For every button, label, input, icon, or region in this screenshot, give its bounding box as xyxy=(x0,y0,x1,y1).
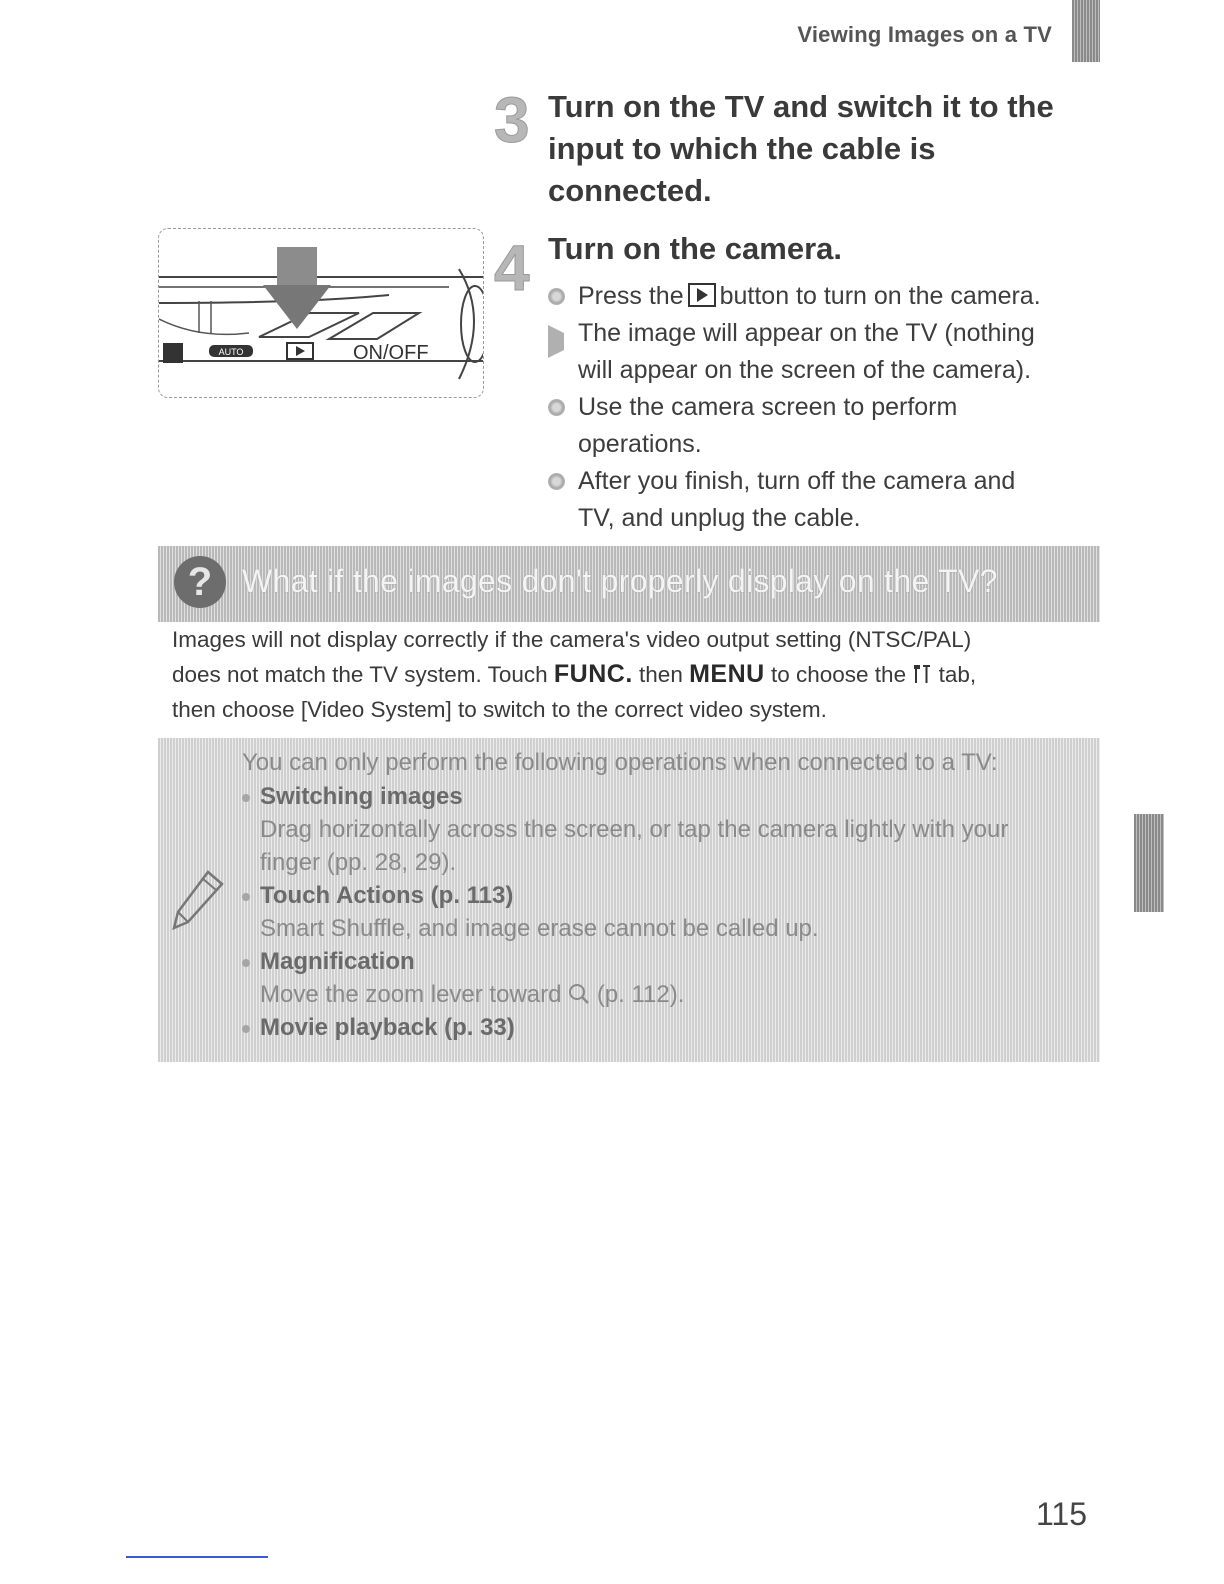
menu-button-label: MENU xyxy=(689,660,765,688)
text-run: to choose the xyxy=(770,662,907,687)
list-item xyxy=(548,278,1128,315)
bullet-text: button to turn on the camera. xyxy=(719,282,1041,310)
note-item-desc: Smart Shuffle, and image erase cannot be called up. xyxy=(260,915,819,942)
list-item xyxy=(548,315,1128,389)
list-item xyxy=(242,780,1092,879)
step-3-title-line: input to which the cable is xyxy=(548,131,936,166)
list-item xyxy=(242,945,1092,1011)
bullet-text: will appear on the screen of the camera). xyxy=(578,356,1032,384)
list-item xyxy=(242,879,1092,945)
tools-tab-icon xyxy=(912,663,932,685)
bullet-text: Use the camera screen to perform xyxy=(578,393,958,421)
step-number-3: 3 xyxy=(494,84,530,156)
note-item-desc xyxy=(260,978,1092,1011)
bullet-text: operations. xyxy=(578,430,702,458)
list-item xyxy=(242,1011,1092,1044)
troubleshooting-title: What if the images don't properly display on the TV? xyxy=(242,563,998,599)
zoom-in-icon xyxy=(568,983,590,1005)
bullet-text: The image will appear on the TV (nothing xyxy=(578,319,1035,347)
step-4-instructions xyxy=(548,278,1128,537)
list-item xyxy=(548,389,1128,463)
note-item-heading: Switching images xyxy=(260,783,463,810)
note-box xyxy=(158,738,1100,1062)
footer-rule xyxy=(126,1556,268,1558)
step-3-title-line: connected. xyxy=(548,173,712,208)
action-bullet-icon xyxy=(548,473,565,490)
page-number: 115 xyxy=(1036,1496,1088,1532)
paragraph-line xyxy=(172,657,1102,692)
bullet-dot xyxy=(242,959,250,967)
header-section-tab xyxy=(1072,0,1100,62)
bullet-dot xyxy=(242,893,250,901)
text-run: (p. 112). xyxy=(596,981,685,1008)
note-item-heading: Movie playback (p. 33) xyxy=(260,1014,515,1041)
note-intro: You can only perform the following operations when connected to a TV: xyxy=(242,749,998,776)
text-run: does not match the TV system. Touch xyxy=(172,662,548,687)
bullet-dot xyxy=(242,794,250,802)
step-number-4: 4 xyxy=(494,232,530,304)
func-button-label: FUNC. xyxy=(553,660,633,688)
paragraph-line: Images will not display correctly if the camera's video output setting (NTSC/PAL) xyxy=(172,627,972,652)
note-item-heading: Magnification xyxy=(260,948,415,975)
step-3-title xyxy=(548,86,1108,212)
note-content xyxy=(242,746,1092,1044)
bullet-text: TV, and unplug the cable. xyxy=(578,504,861,532)
result-bullet-icon xyxy=(548,325,581,358)
question-icon: ? xyxy=(174,556,226,608)
camera-top-drawing xyxy=(159,229,483,397)
step-3-title-line: Turn on the TV and switch it to the xyxy=(548,89,1054,124)
running-header: Viewing Images on a TV xyxy=(797,22,1052,47)
text-run: then xyxy=(639,662,683,687)
playback-icon xyxy=(688,283,716,307)
action-bullet-icon xyxy=(548,399,565,416)
bullet-dot xyxy=(242,1025,250,1033)
bullet-text: After you finish, turn off the camera and xyxy=(578,467,1016,495)
note-item-desc: finger (pp. 28, 29). xyxy=(260,849,457,876)
text-run: Move the zoom lever toward xyxy=(260,981,562,1008)
note-item-heading: Touch Actions (p. 113) xyxy=(260,882,514,909)
bullet-text: Press the xyxy=(578,282,684,310)
note-item-desc: Drag horizontally across the screen, or tap the camera lightly with your xyxy=(260,816,1009,843)
text-run: tab, xyxy=(938,662,977,687)
mode-label: AUTO xyxy=(218,347,244,357)
chapter-side-tab xyxy=(1134,814,1164,912)
camera-top-illustration xyxy=(158,228,484,398)
step-4-title: Turn on the camera. xyxy=(548,231,842,266)
action-bullet-icon xyxy=(548,288,565,305)
power-label: ON/OFF xyxy=(353,342,429,364)
paragraph-line: then choose [Video System] to switch to the correct video system. xyxy=(172,697,827,722)
list-item xyxy=(548,463,1128,537)
troubleshooting-text xyxy=(172,622,1102,727)
troubleshooting-banner xyxy=(158,546,1100,622)
pencil-icon xyxy=(168,868,228,932)
